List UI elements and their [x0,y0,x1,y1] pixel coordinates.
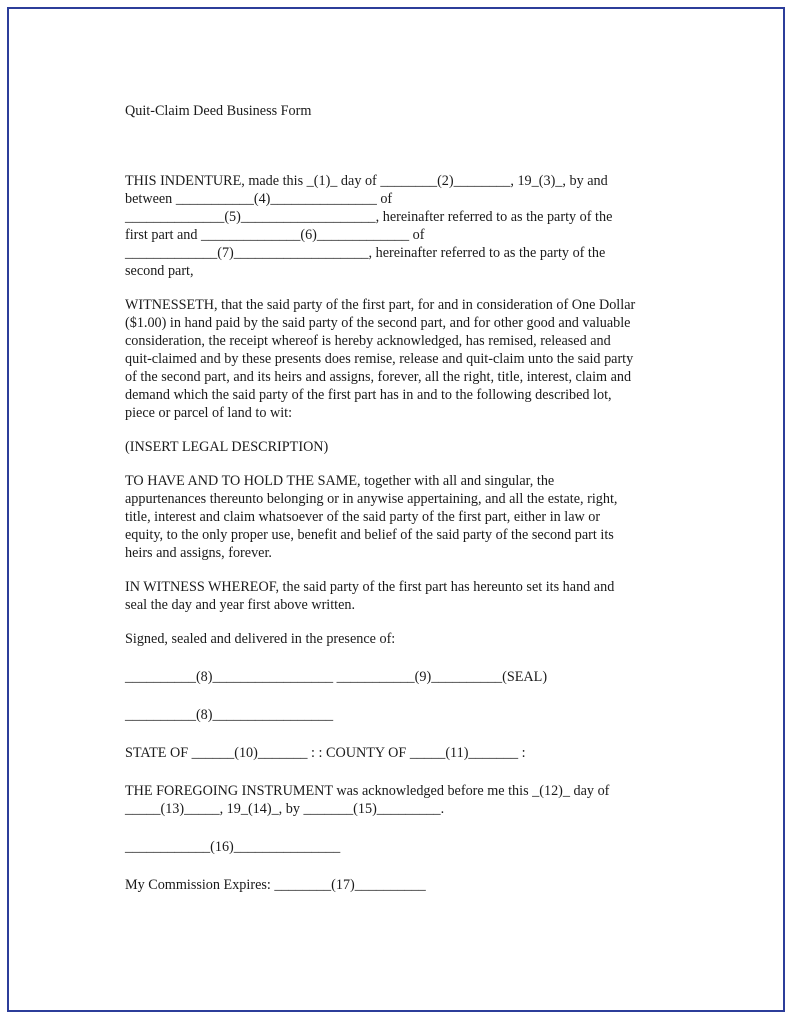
indenture-line: _____________(7)___________________, hereinafter referred to as the party of the [125,245,606,261]
indenture-line: first part and ______________(6)_____________ of [125,227,425,243]
indenture-line: second part, [125,263,194,279]
legal-description: (INSERT LEGAL DESCRIPTION) [125,439,329,455]
signed-sealed-text: Signed, sealed and delivered in the presence of: [125,631,396,647]
indenture-paragraph [125,172,665,280]
witnesseth-line: quit-claimed and by these presents does remise, release and quit-claim unto the said party [125,351,634,367]
habendum-line: heirs and assigns, forever. [125,545,272,561]
document-title: Quit-Claim Deed Business Form [125,103,312,119]
acknowledgement-paragraph [125,782,665,818]
habendum-line: TO HAVE AND TO HOLD THE SAME, together with all and singular, the [125,473,555,489]
legal-description-paragraph [125,438,665,456]
witnesseth-line: demand which the said party of the first part has in and to the following described lot, [125,387,612,403]
witnesseth-line: piece or parcel of land to wit: [125,405,293,421]
indenture-line: between ___________(4)_______________ of [125,191,393,207]
witnesseth-line: consideration, the receipt whereof is hereby acknowledged, has remised, released and [125,333,611,349]
habendum-line: equity, to the only proper use, benefit and belief of the said party of the second part its [125,527,614,543]
document-page [7,7,785,1012]
notary-signature-line: ____________(16)_______________ [125,839,341,855]
state-county-line: STATE OF ______(10)_______ : : COUNTY OF _____(11)_______ : [125,745,526,761]
signature-block-1 [125,668,665,686]
commission-block [125,876,665,894]
signature-block-2 [125,706,665,724]
in-witness-line: IN WITNESS WHEREOF, the said party of the first part has hereunto set its hand and [125,579,615,595]
witnesseth-line: ($1.00) in hand paid by the said party of the second part, and for other good and valuable [125,315,631,331]
indenture-line: ______________(5)___________________, hereinafter referred to as the party of the [125,209,613,225]
witnesseth-line: of the second part, and its heirs and assigns, forever, all the right, title, interest, claim and [125,369,632,385]
witnesseth-line: WITNESSETH, that the said party of the first part, for and in consideration of One Dollar [125,297,636,313]
habendum-line: title, interest and claim whatsoever of the said party of the first part, either in law or [125,509,601,525]
in-witness-paragraph [125,578,665,614]
signature-line-witness: __________(8)_________________ [125,707,334,723]
acknowledgement-line: _____(13)_____, 19_(14)_, by _______(15)_________. [125,801,445,817]
state-county-block [125,744,665,762]
in-witness-line: seal the day and year first above written. [125,597,356,613]
commission-expires-line: My Commission Expires: ________(17)__________ [125,877,426,893]
acknowledgement-line: THE FOREGOING INSTRUMENT was acknowledged before me this _(12)_ day of [125,783,610,799]
notary-block [125,838,665,856]
signed-sealed-paragraph [125,630,665,648]
indenture-line: THIS INDENTURE, made this _(1)_ day of ________(2)________, 19_(3)_, by and [125,173,608,189]
signature-line-witness-seal: __________(8)_________________ ___________(9)__________(SEAL) [125,669,548,685]
deed-form [125,102,665,910]
habendum-paragraph [125,472,665,562]
habendum-line: appurtenances thereunto belonging or in anywise appertaining, and all the estate, right, [125,491,618,507]
witnesseth-paragraph [125,296,665,422]
